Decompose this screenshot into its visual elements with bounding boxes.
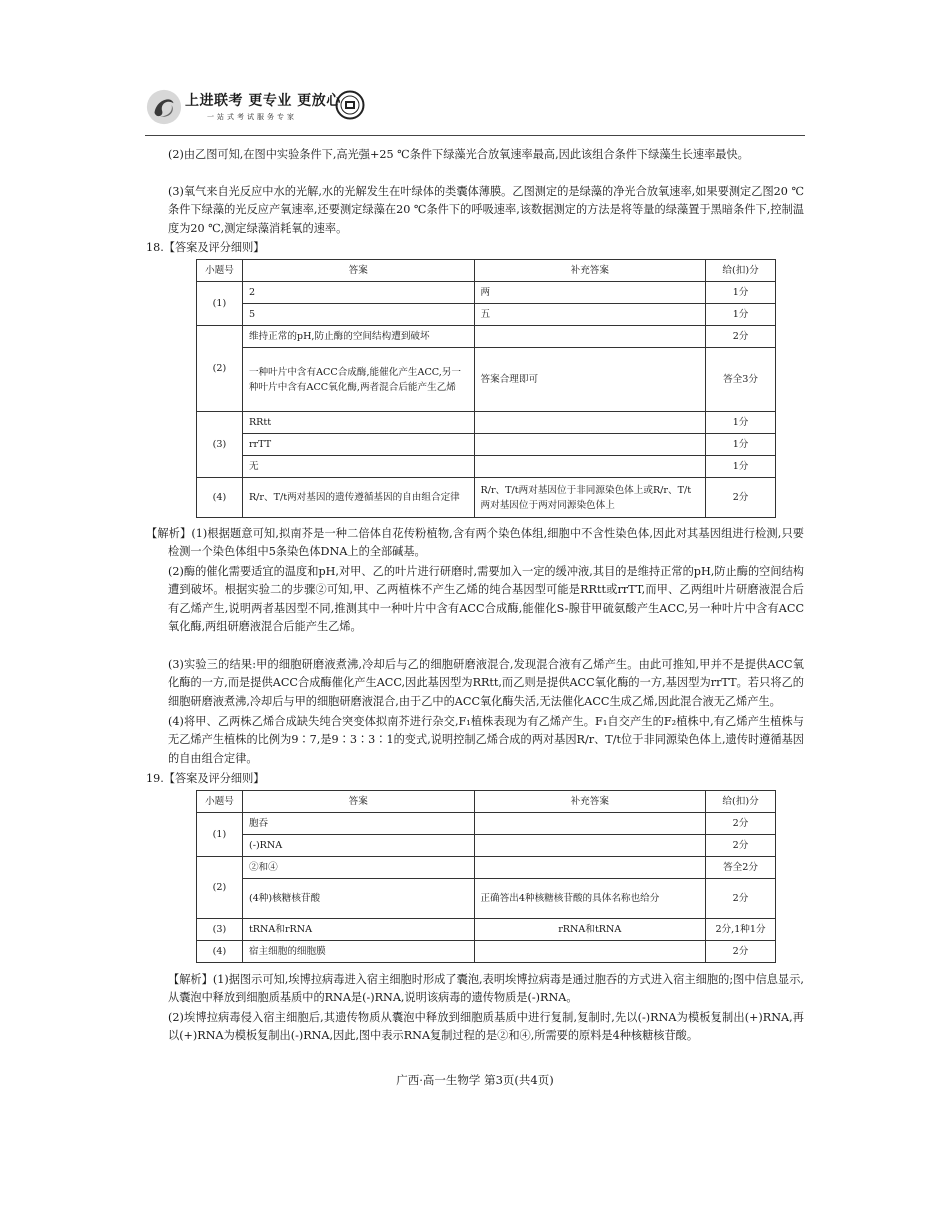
extra-answer-cell bbox=[474, 857, 706, 879]
extra-answer-cell: 答案合理即可 bbox=[474, 348, 706, 412]
score-cell: 2分 bbox=[706, 813, 776, 835]
subquestion-number: (1) bbox=[197, 282, 243, 326]
column-header: 补充答案 bbox=[474, 791, 706, 813]
answer-cell: 5 bbox=[242, 304, 474, 326]
q18-analysis-1: 【解析】(1)根据题意可知,拟南芥是一种二倍体自花传粉植物,含有两个染色体组,细胞中不含性染色体,因此对其基因组进行检测,只要检测一个染色体组中5条染色体DNA上的全部碱基。 bbox=[146, 527, 804, 559]
subquestion-number: (1) bbox=[197, 813, 243, 857]
seal-icon bbox=[335, 90, 365, 120]
extra-answer-cell: rRNA和tRNA bbox=[474, 919, 706, 941]
table-row bbox=[197, 478, 776, 518]
subquestion-number: (2) bbox=[197, 326, 243, 412]
column-header: 答案 bbox=[242, 791, 474, 813]
table-row bbox=[197, 857, 776, 879]
column-header: 给(扣)分 bbox=[706, 791, 776, 813]
answer-cell: 一种叶片中含有ACC合成酶,能催化产生ACC,另一种叶片中含有ACC氧化酶,两者混合后能产生乙烯 bbox=[242, 348, 474, 412]
q19-analysis-2: (2)埃博拉病毒侵入宿主细胞后,其遗传物质从囊泡中释放到细胞质基质中进行复制,复制时,先以(-)RNA为模板复制出(+)RNA,再以(+)RNA为模板复制出(-)RNA,因此,图中表示RNA复制过程的是②和④,所需要的原料是4种核糖核苷酸。 bbox=[168, 1011, 804, 1043]
table-row bbox=[197, 348, 776, 412]
intro-paragraph-3: (3)氧气来自光反应中水的光解,水的光解发生在叶绿体的类囊体薄膜。乙图测定的是绿藻的净光合放氧速率,如果要测定乙图20 ℃条件下绿藻的光反应产氧速率,还要测定绿藻在20 ℃条件下的呼吸速率,该数据测定的方法是将等量的绿藻置于黑暗条件下,控制温度为20 ℃,测定绿藻消耗氧的速率。 bbox=[168, 185, 804, 235]
answer-cell: ②和④ bbox=[242, 857, 474, 879]
column-header: 补充答案 bbox=[474, 260, 706, 282]
column-header: 小题号 bbox=[197, 791, 243, 813]
column-header: 给(扣)分 bbox=[706, 260, 776, 282]
score-cell: 1分 bbox=[706, 282, 776, 304]
table-row bbox=[197, 813, 776, 835]
table-header-row bbox=[197, 791, 776, 813]
score-cell: 1分 bbox=[706, 412, 776, 434]
answer-cell: tRNA和rRNA bbox=[242, 919, 474, 941]
table-row bbox=[197, 835, 776, 857]
subquestion-number: (2) bbox=[197, 857, 243, 919]
score-cell: 2分 bbox=[706, 941, 776, 963]
extra-answer-cell bbox=[474, 941, 706, 963]
score-cell: 答全3分 bbox=[706, 348, 776, 412]
score-cell: 2分,1种1分 bbox=[706, 919, 776, 941]
q19-heading: 19.【答案及评分细则】 bbox=[146, 772, 265, 785]
q19-analysis-1: 【解析】(1)据图示可知,埃博拉病毒进入宿主细胞时形成了囊泡,表明埃博拉病毒是通过胞吞的方式进入宿主细胞的;图中信息显示,从囊泡中释放到细胞质基质中的RNA是(-)RNA,说明该病毒的遗传物质是(-)RNA。 bbox=[168, 973, 804, 1005]
table-row bbox=[197, 434, 776, 456]
score-cell: 1分 bbox=[706, 434, 776, 456]
table-row bbox=[197, 326, 776, 348]
answer-cell: 宿主细胞的细胞膜 bbox=[242, 941, 474, 963]
column-header: 答案 bbox=[242, 260, 474, 282]
intro-paragraph-2: (2)由乙图可知,在图中实验条件下,高光强+25 ℃条件下绿藻光合放氧速率最高,因此该组合条件下绿藻生长速率最快。 bbox=[168, 148, 749, 161]
page-footer: 广西·高一生物学 第3页(共4页) bbox=[396, 1073, 554, 1087]
q18-analysis-4: (4)将甲、乙两株乙烯合成缺失纯合突变体拟南芥进行杂交,F₁植株表现为有乙烯产生。F₁自交产生的F₂植株中,有乙烯产生植株与无乙烯产生植株的比例为9∶7,是9∶3∶3∶1的变式,说明控制乙烯合成的两对基因R/r、T/t位于非同源染色体上,遗传时遵循基因的自由组合定律。 bbox=[168, 715, 804, 765]
answer-cell: 胞吞 bbox=[242, 813, 474, 835]
answer-cell: 无 bbox=[242, 456, 474, 478]
score-cell: 2分 bbox=[706, 326, 776, 348]
subquestion-number: (4) bbox=[197, 941, 243, 963]
brand-slogan: 上进联考 更专业 更放心 bbox=[185, 93, 341, 109]
extra-answer-cell bbox=[474, 456, 706, 478]
score-cell: 1分 bbox=[706, 456, 776, 478]
q18-analysis-3: (3)实验三的结果:甲的细胞研磨液煮沸,冷却后与乙的细胞研磨液混合,发现混合液有乙烯产生。由此可推知,甲并不是提供ACC氧化酶的一方,而是提供ACC合成酶催化产生ACC,因此基因型为RRtt,而乙则是提供ACC氧化酶的一方,基因型为rrTT。若只将乙的细胞研磨液煮沸,冷却后与甲的细胞研磨液混合,由于乙中的ACC氧化酶失活,无法催化ACC生成乙烯,因此混合液无乙烯产生。 bbox=[168, 658, 804, 708]
table-row bbox=[197, 879, 776, 919]
score-cell: 2分 bbox=[706, 879, 776, 919]
header-divider bbox=[145, 135, 805, 136]
q18-heading: 18.【答案及评分细则】 bbox=[146, 241, 265, 254]
extra-answer-cell: 正确答出4种核糖核苷酸的具体名称也给分 bbox=[474, 879, 706, 919]
extra-answer-cell bbox=[474, 813, 706, 835]
answer-cell: 维持正常的pH,防止酶的空间结构遭到破坏 bbox=[242, 326, 474, 348]
answer-cell: 2 bbox=[242, 282, 474, 304]
brand-logo-icon bbox=[145, 88, 183, 126]
extra-answer-cell bbox=[474, 412, 706, 434]
extra-answer-cell bbox=[474, 835, 706, 857]
score-cell: 2分 bbox=[706, 835, 776, 857]
brand-tagline: 一站式考试服务专家 bbox=[207, 113, 297, 121]
q19-answer-table bbox=[196, 790, 776, 963]
subquestion-number: (4) bbox=[197, 478, 243, 518]
column-header: 小题号 bbox=[197, 260, 243, 282]
answer-cell: (-)RNA bbox=[242, 835, 474, 857]
extra-answer-cell bbox=[474, 326, 706, 348]
subquestion-number: (3) bbox=[197, 919, 243, 941]
extra-answer-cell: 五 bbox=[474, 304, 706, 326]
answer-cell: RRtt bbox=[242, 412, 474, 434]
table-row bbox=[197, 304, 776, 326]
table-header-row bbox=[197, 260, 776, 282]
table-row bbox=[197, 282, 776, 304]
table-row bbox=[197, 456, 776, 478]
score-cell: 1分 bbox=[706, 304, 776, 326]
answer-cell: (4种)核糖核苷酸 bbox=[242, 879, 474, 919]
extra-answer-cell bbox=[474, 434, 706, 456]
answer-cell: rrTT bbox=[242, 434, 474, 456]
subquestion-number: (3) bbox=[197, 412, 243, 478]
table-row bbox=[197, 412, 776, 434]
table-row bbox=[197, 919, 776, 941]
q18-answer-table bbox=[196, 259, 776, 518]
brand-header bbox=[145, 86, 375, 132]
score-cell: 答全2分 bbox=[706, 857, 776, 879]
answer-cell: R/r、T/t两对基因的遗传遵循基因的自由组合定律 bbox=[242, 478, 474, 518]
score-cell: 2分 bbox=[706, 478, 776, 518]
table-row bbox=[197, 941, 776, 963]
extra-answer-cell: R/r、T/t两对基因位于非同源染色体上或R/r、T/t两对基因位于两对同源染色体上 bbox=[474, 478, 706, 518]
q18-analysis-2: (2)酶的催化需要适宜的温度和pH,对甲、乙的叶片进行研磨时,需要加入一定的缓冲液,其目的是维持正常的pH,防止酶的空间结构遭到破坏。根据实验二的步骤②可知,甲、乙两植株不产生乙烯的纯合基因型可能是RRtt或rrTT,而甲、乙两组叶片研磨液混合后有乙烯产生,说明两者基因型不同,推测其中一种叶片中含有ACC合成酶,能催化S-腺苷甲硫氨酸产生ACC,另一种叶片中含有ACC氧化酶,两组研磨液混合后能产生乙烯。 bbox=[168, 565, 804, 634]
extra-answer-cell: 两 bbox=[474, 282, 706, 304]
